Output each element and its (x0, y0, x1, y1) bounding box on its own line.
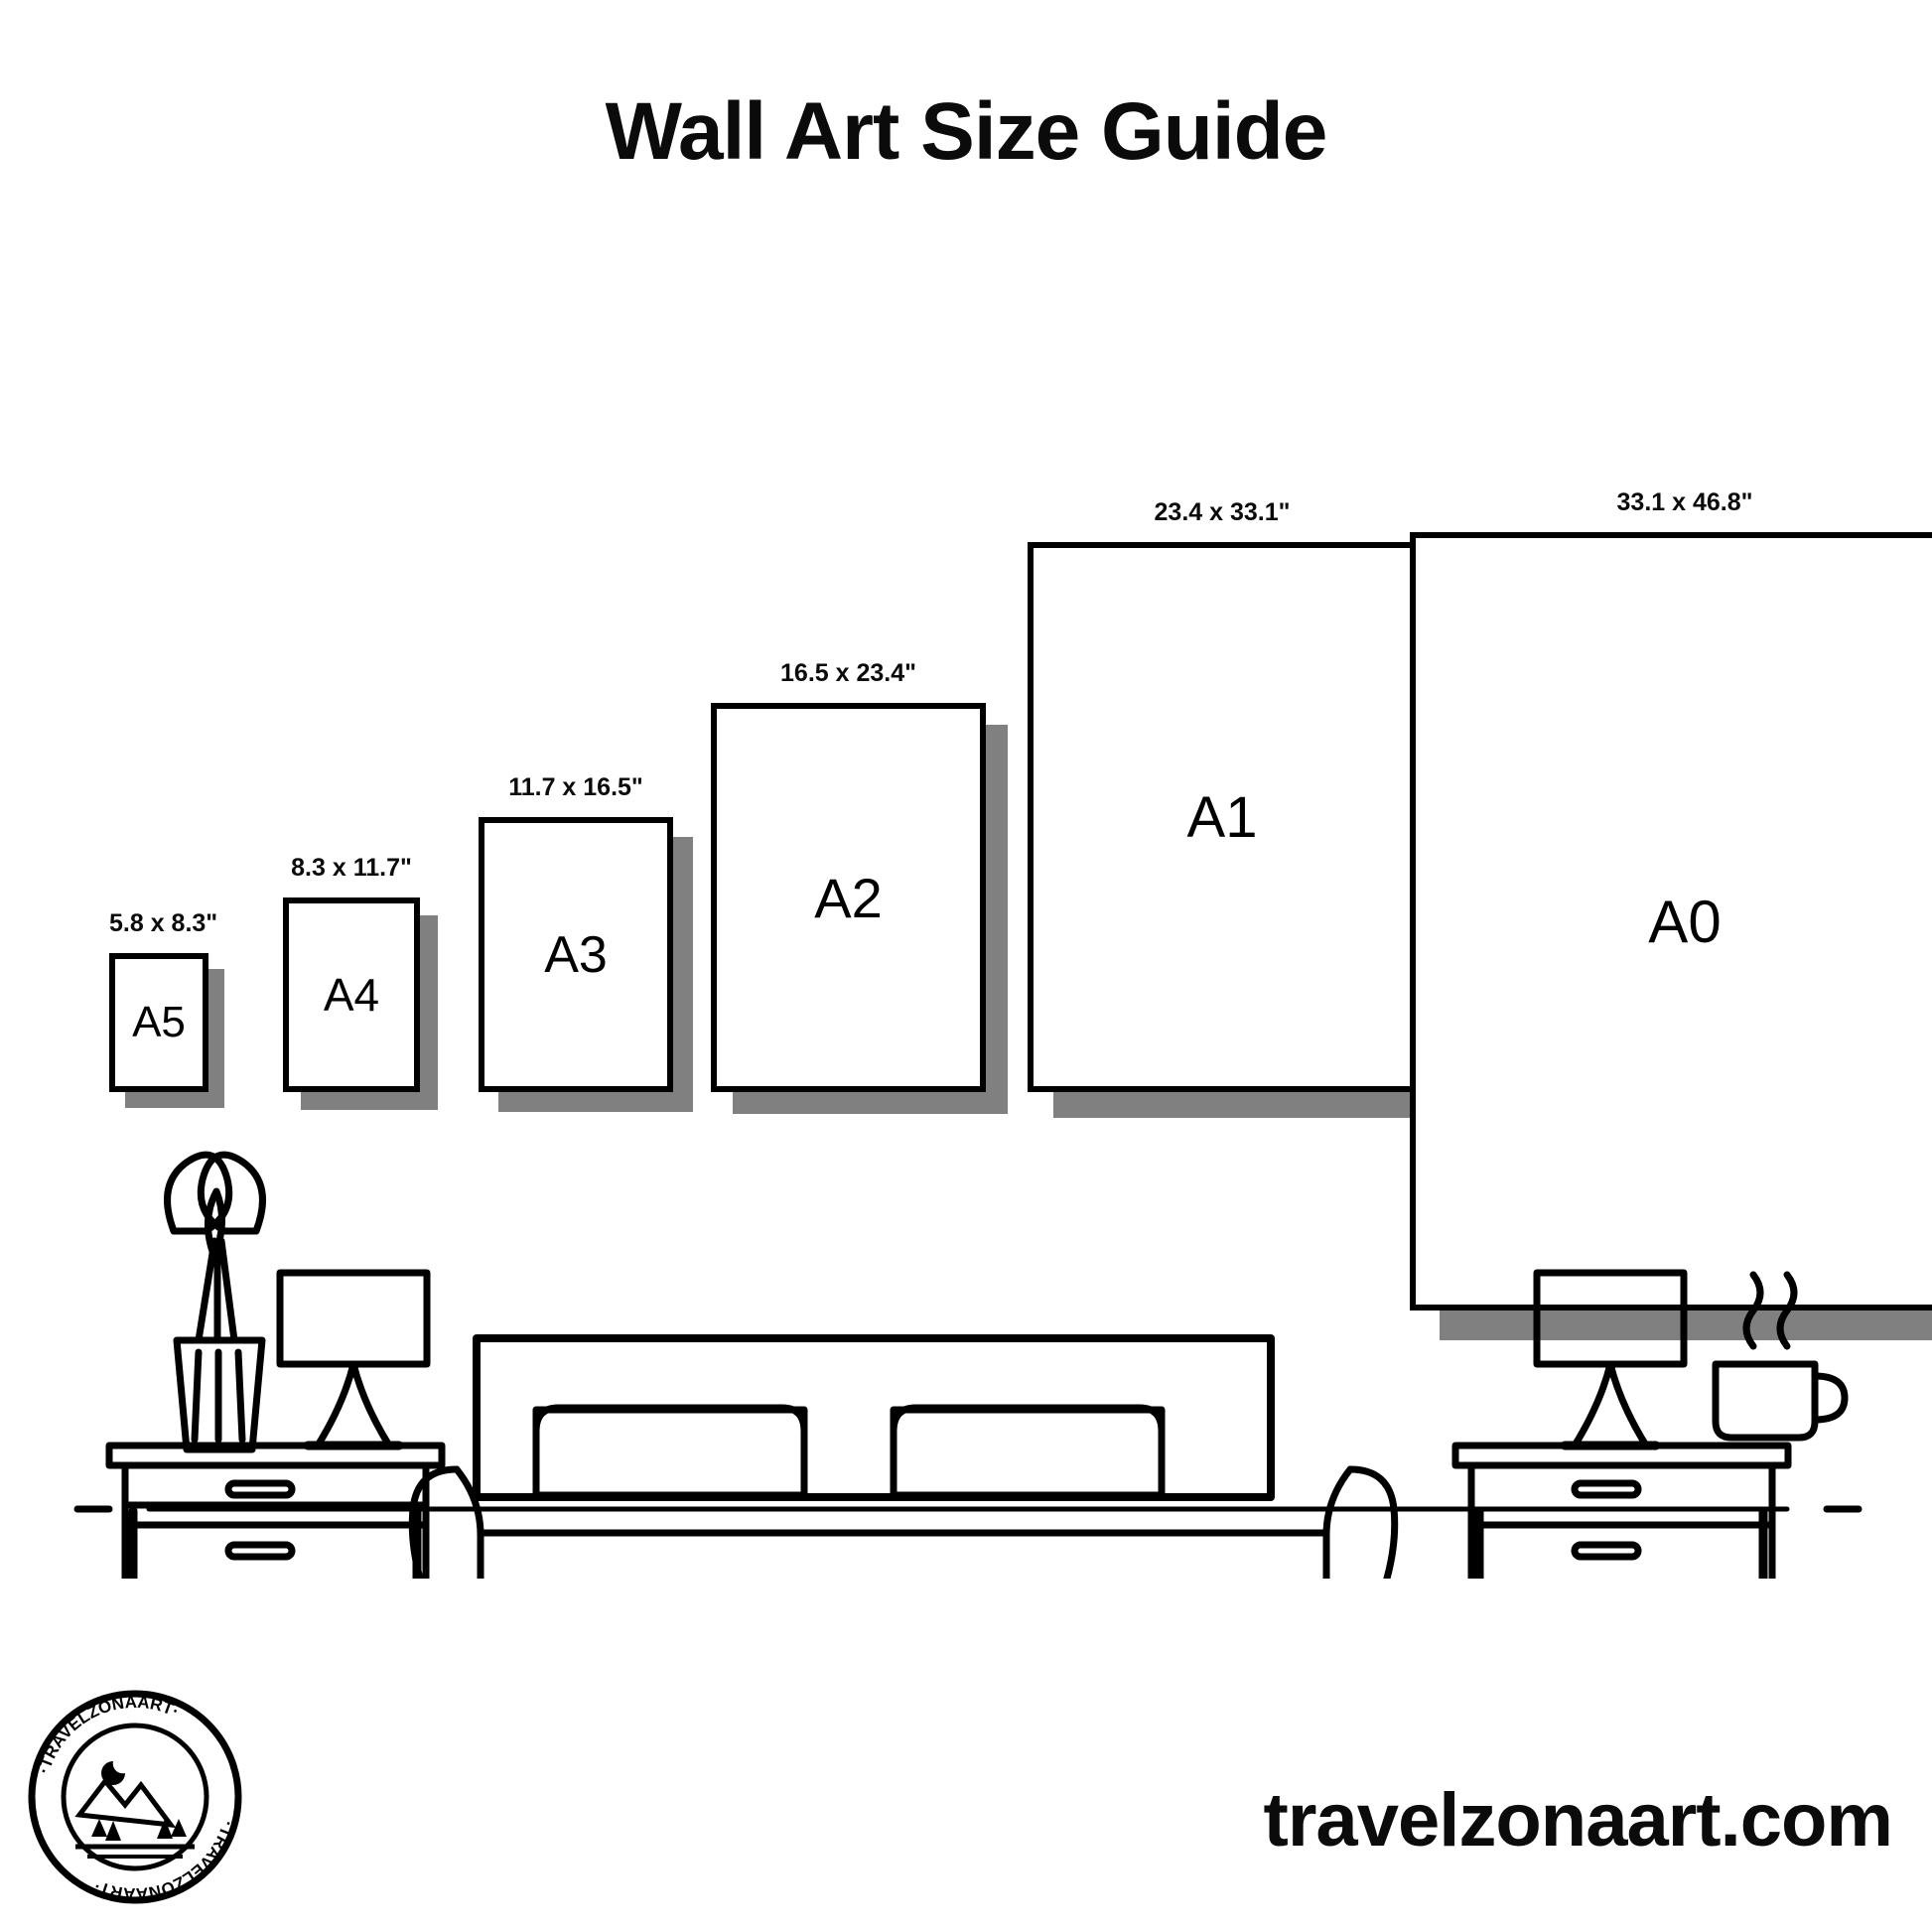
page-title: Wall Art Size Guide (605, 86, 1327, 177)
frame-name: A3 (544, 925, 608, 984)
logo-text-top: ·TRAVELZONAART· (34, 1692, 183, 1776)
brand-logo (26, 1688, 244, 1906)
frame-name: A0 (1648, 888, 1722, 955)
frame-box (711, 703, 986, 1092)
right-lamp-illustration (1537, 1273, 1684, 1446)
bedroom-scene-illustration (60, 1042, 1876, 1579)
frame-group-a1 (1028, 498, 1417, 1092)
frame-dimensions-label: 16.5 x 23.4" (780, 659, 916, 687)
frame-box (1028, 542, 1417, 1092)
frame-name: A2 (814, 866, 883, 929)
right-nightstand-illustration (1455, 1446, 1788, 1579)
website-url: travelzonaart.com (1263, 1778, 1892, 1863)
frame-name: A4 (323, 969, 380, 1021)
frame-size-row (0, 298, 1932, 1092)
left-nightstand-illustration (109, 1446, 442, 1579)
frame-name: A1 (1186, 784, 1258, 850)
frame-group-a2 (711, 659, 986, 1092)
frame-dimensions-label: 5.8 x 8.3" (109, 909, 218, 937)
frame-dimensions-label: 11.7 x 16.5" (508, 773, 643, 801)
frame-dimensions-label: 8.3 x 11.7" (291, 854, 412, 882)
frame-dimensions-label: 33.1 x 46.8" (1616, 488, 1753, 516)
frame-name: A5 (132, 998, 186, 1046)
bed-illustration (412, 1338, 1394, 1579)
logo-text-bottom: ·TRAVELZONAART· (90, 1818, 238, 1904)
frame-dimensions-label: 23.4 x 33.1" (1154, 498, 1291, 526)
left-lamp-illustration (280, 1273, 427, 1446)
plant-vase-illustration (168, 1155, 263, 1449)
coffee-cup-illustration (1716, 1275, 1845, 1438)
